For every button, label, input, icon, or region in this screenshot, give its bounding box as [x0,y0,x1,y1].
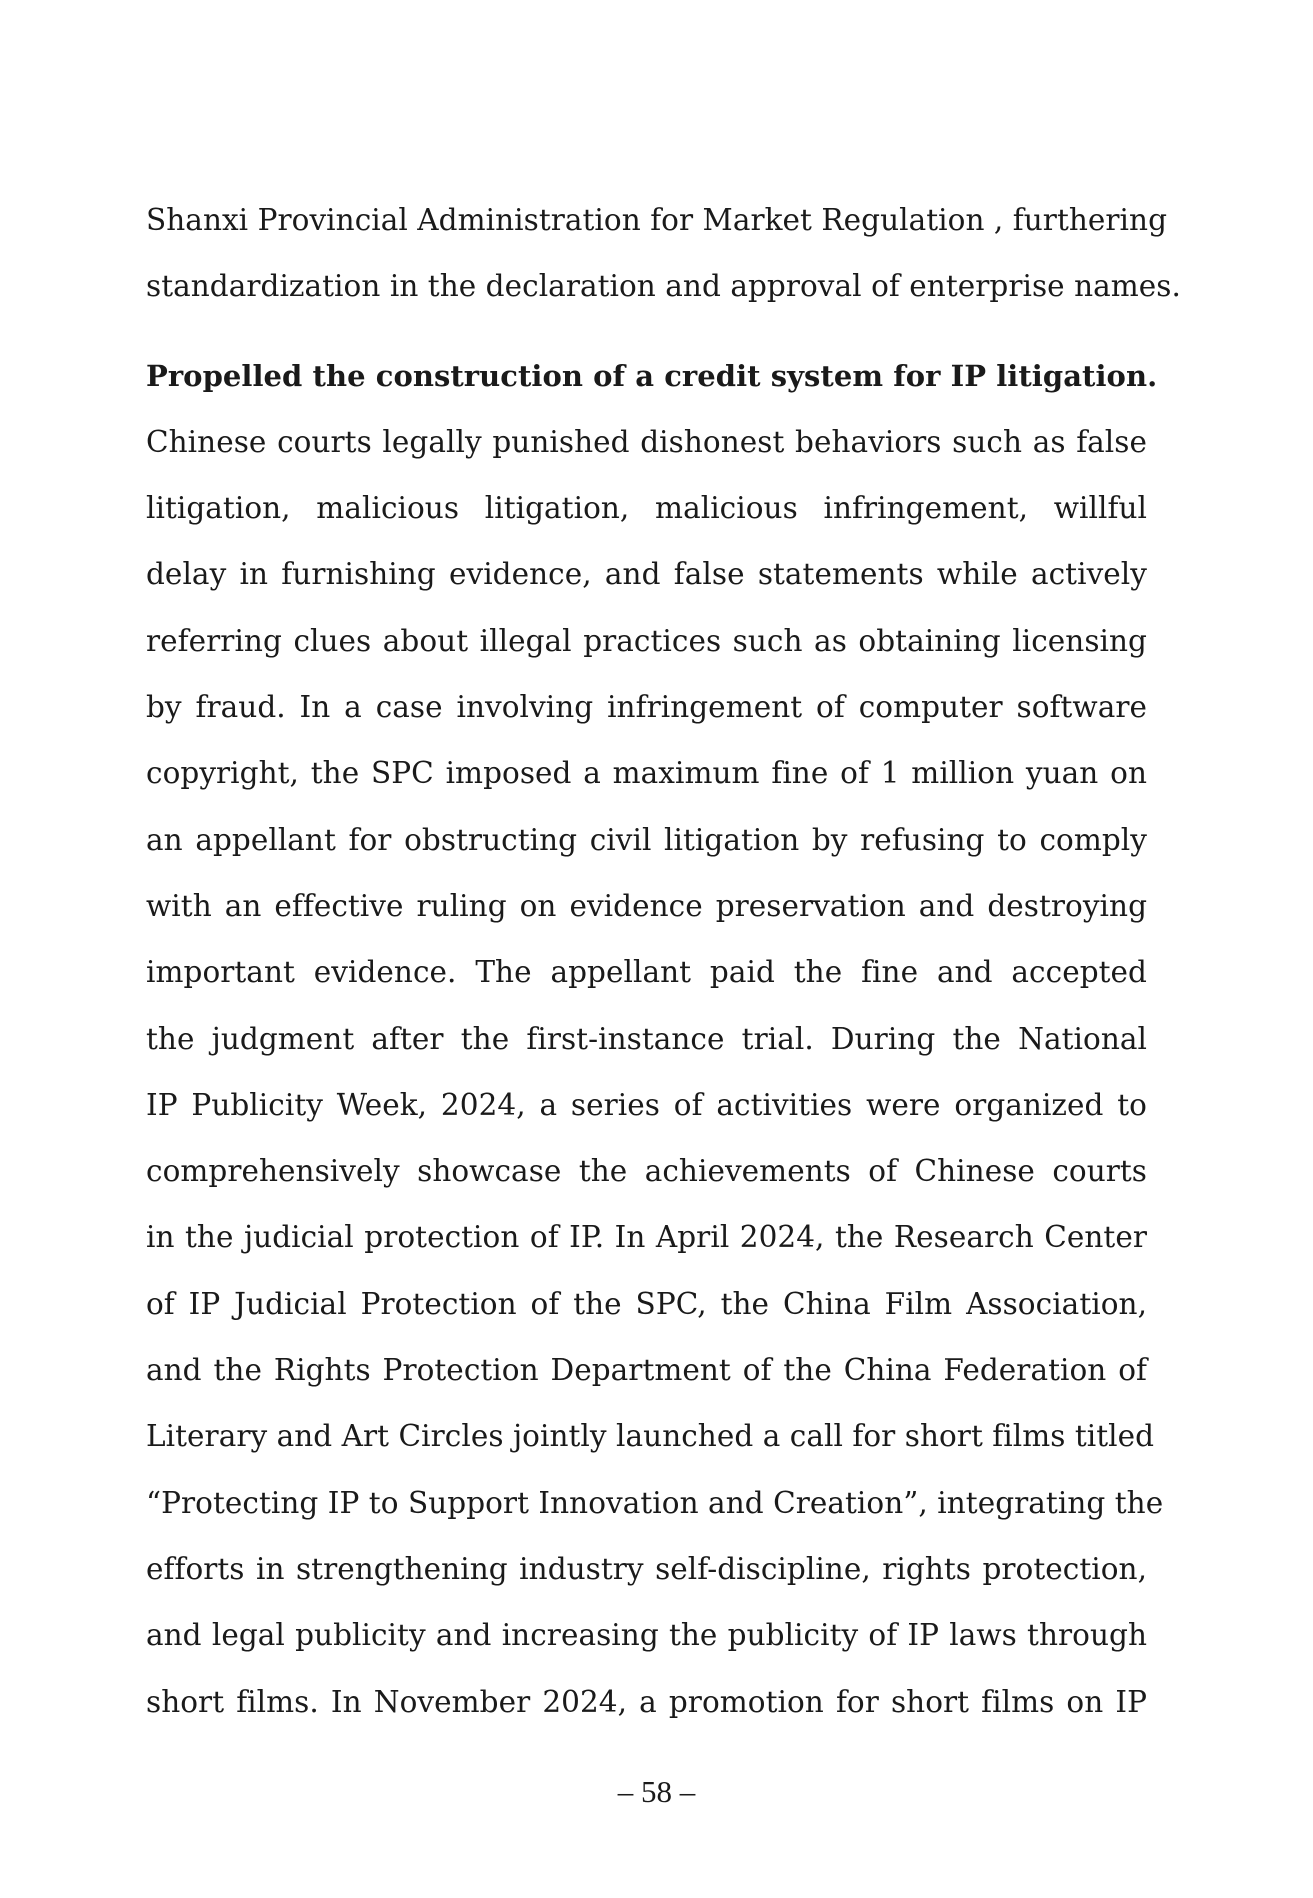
body-line: in the judicial protection of IP. In April 2024, the Research Center [146,1220,1147,1255]
body-line: and the Rights Protection Department of the China Federation of [146,1353,1147,1388]
intro-line: standardization in the declaration and approval of enterprise names. [146,269,1181,304]
body-line: important evidence. The appellant paid the fine and accepted [146,955,1147,990]
body-line: copyright, the SPC imposed a maximum fine of 1 million yuan on [146,756,1147,791]
body-line: of IP Judicial Protection of the SPC, the China Film Association, [146,1286,1147,1321]
body-line: by fraud. In a case involving infringement of computer software [146,690,1147,725]
body-line: short films. In November 2024, a promotion for short films on IP [146,1684,1147,1719]
body-line: comprehensively showcase the achievements of Chinese courts [146,1154,1147,1189]
body-line: litigation, malicious litigation, malicious infringement, willful [146,491,1147,526]
body-line: the judgment after the first-instance trial. During the National [146,1021,1147,1056]
body-line: referring clues about illegal practices such as obtaining licensing [146,623,1147,658]
body-line: an appellant for obstructing civil litigation by refusing to comply [146,822,1147,857]
body-line: efforts in strengthening industry self-discipline, rights protection, [146,1551,1147,1586]
page-number: – 58 – [617,1774,696,1809]
paragraph-gap [146,326,1147,349]
body-line: “Protecting IP to Support Innovation and Creation”, integrating the [146,1485,1164,1520]
body-line: Chinese courts legally punished dishonest behaviors such as false [146,424,1147,459]
body-line: delay in furnishing evidence, and false statements while actively [146,557,1147,592]
body-line: Literary and Art Circles jointly launched a call for short films titled [146,1419,1155,1454]
body-line: and legal publicity and increasing the publicity of IP laws through [146,1618,1147,1653]
body-line: with an effective ruling on evidence preservation and destroying [146,888,1147,923]
intro-line: Shanxi Provincial Administration for Market Regulation , furthering [146,203,1168,237]
section-heading: Propelled the construction of a credit system for IP litigation. [146,358,1158,393]
body-line: IP Publicity Week, 2024, a series of activities were organized to [146,1087,1147,1122]
body-text [146,193,1181,1741]
